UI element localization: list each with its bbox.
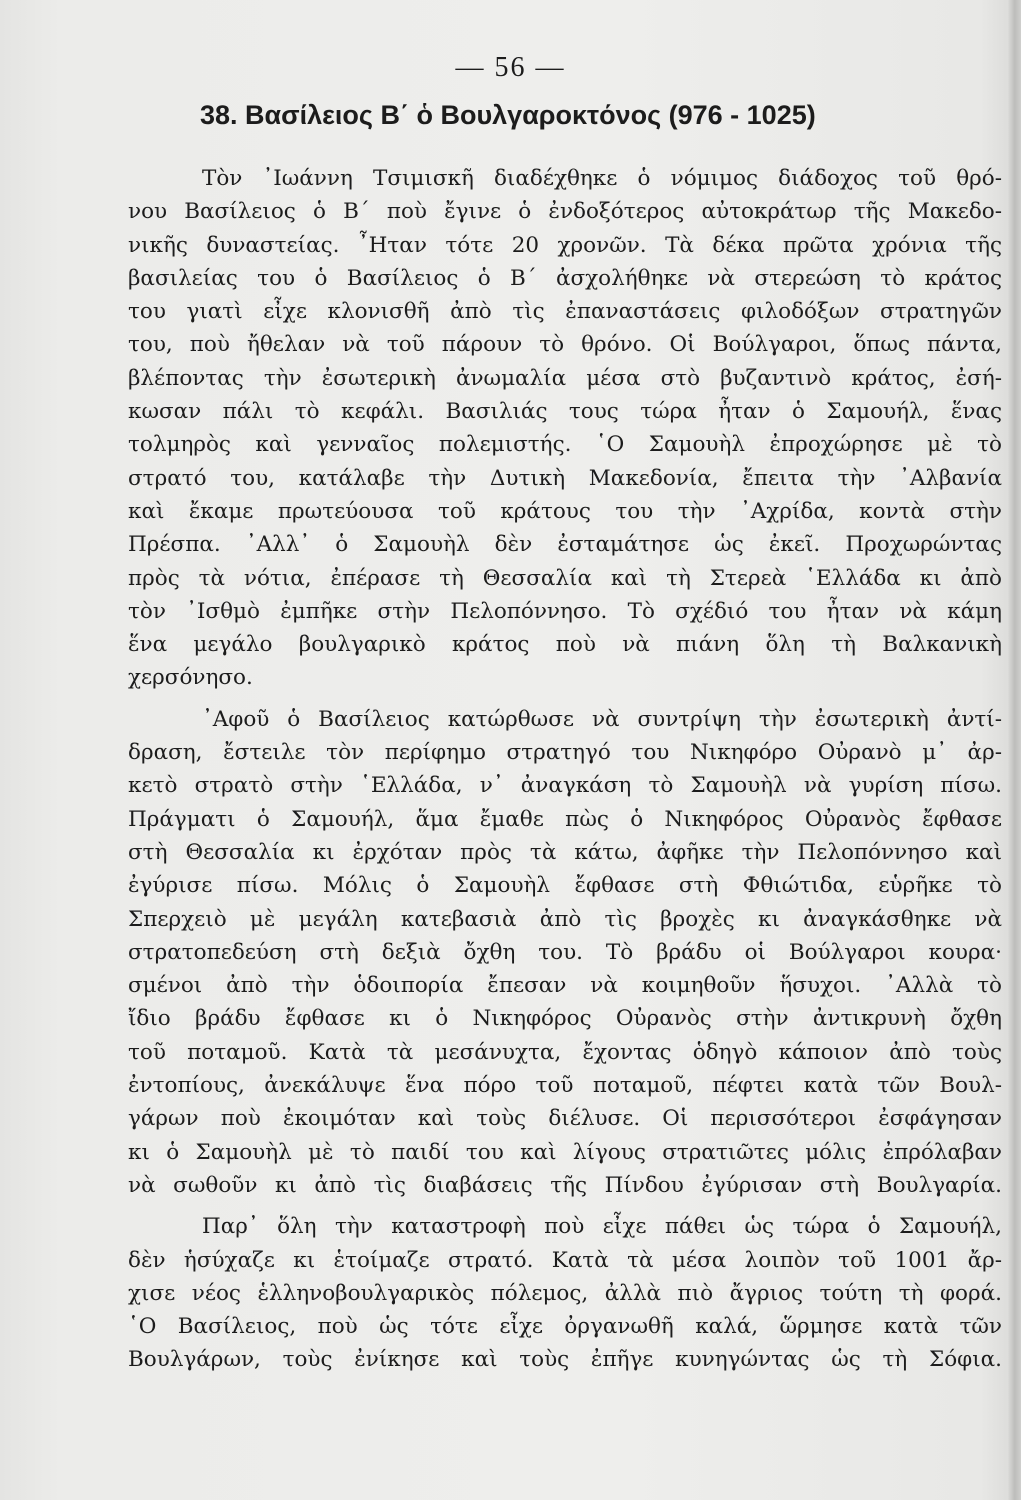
paragraph-gap bbox=[128, 1202, 1002, 1210]
text-line: καὶ ἔκαμε πρωτεύουσα τοῦ κράτους του τὴν ᾿Αχρίδα, κοντὰ στὴν bbox=[128, 498, 1002, 524]
text-line: Σπερχειὸ μὲ μεγάλη κατεβασιὰ ἀπὸ τὶς βροχὲς κι ἀναγκάσθηκε νὰ bbox=[128, 906, 1002, 932]
text-line: του γιατὶ εἶχε κλονισθῆ ἀπὸ τὶς ἐπαναστάσεις φιλοδόξων στρατηγῶν bbox=[128, 299, 1002, 325]
text-line: χερσόνησο. bbox=[128, 665, 253, 691]
text-line: κετὸ στρατὸ στὴν ῾Ελλάδα, ν᾿ ἀναγκάση τὸ Σαμουὴλ νὰ γυρίση πίσω. bbox=[128, 773, 1002, 799]
text-line: δὲν ἡσύχαζε κι ἑτοίμαζε στρατό. Κατὰ τὰ μέσα λοιπὸν τοῦ 1001 ἄρ- bbox=[128, 1247, 1002, 1273]
text-line: ἐντοπίους, ἀνεκάλυψε ἕνα πόρο τοῦ ποταμοῦ, πέφτει κατὰ τῶν Βουλ- bbox=[128, 1073, 1002, 1099]
text-line: Παρ᾿ ὅλη τὴν καταστροφὴ ποὺ εἶχε πάθει ὡς τώρα ὁ Σαμουήλ, bbox=[202, 1214, 1002, 1240]
text-line: ῾Ο Βασίλειος, ποὺ ὡς τότε εἶχε ὀργανωθῆ καλά, ὥρμησε κατὰ τῶν bbox=[128, 1314, 1002, 1340]
text-line: νικῆς δυναστείας. ῏Ηταν τότε 20 χρονῶν. Τὰ δέκα πρῶτα χρόνια τῆς bbox=[128, 232, 1002, 258]
text-line: ἐγύρισε πίσω. Μόλις ὁ Σαμουὴλ ἔφθασε στὴ Φθιώτιδα, εὑρῆκε τὸ bbox=[128, 873, 1002, 899]
text-line: τοῦ ποταμοῦ. Κατὰ τὰ μεσάνυχτα, ἔχοντας ὁδηγὸ κάποιον ἀπὸ τοὺς bbox=[128, 1039, 1002, 1065]
text-line: ἕνα μεγάλο βουλγαρικὸ κράτος ποὺ νὰ πιάνη ὅλη τὴ Βαλκανικὴ bbox=[128, 632, 1002, 658]
paragraph-gap bbox=[128, 695, 1002, 703]
page-number: — 56 — bbox=[455, 52, 566, 83]
text-line: Τὸν ᾿Ιωάννη Τσιμισκῆ διαδέχθηκε ὁ νόμιμος διάδοχος τοῦ θρό- bbox=[202, 166, 1002, 191]
text-line: κι ὁ Σαμουὴλ μὲ τὸ παιδί του καὶ λίγους στρατιῶτες μόλις ἐπρόλαβαν bbox=[128, 1139, 1002, 1165]
text-line: Πρέσπα. ᾿Αλλ᾿ ὁ Σαμουὴλ δὲν ἐσταμάτησε ὡς ἐκεῖ. Προχωρώντας bbox=[128, 532, 1002, 558]
text-line: τολμηρὸς καὶ γενναῖος πολεμιστής. ῾Ο Σαμουὴλ ἐπροχώρησε μὲ τὸ bbox=[128, 432, 1002, 458]
text-line: πρὸς τὰ νότια, ἐπέρασε τὴ Θεσσαλία καὶ τὴ Στερεὰ ῾Ελλάδα κι ἀπὸ bbox=[128, 565, 1002, 591]
text-line: νου Βασίλειος ὁ Β΄ ποὺ ἔγινε ὁ ἐνδοξότερος αὐτοκράτωρ τῆς Μακεδο- bbox=[128, 199, 1002, 225]
text-line: ᾿Αφοῦ ὁ Βασίλειος κατώρθωσε νὰ συντρίψη τὴν ἐσωτερικὴ ἀντί- bbox=[202, 706, 1002, 732]
text-line: Βουλγάρων, τοὺς ἐνίκησε καὶ τοὺς ἐπῆγε κυνηγώντας ὡς τὴ Σόφια. bbox=[128, 1347, 1002, 1373]
text-line: Πράγματι ὁ Σαμουήλ, ἅμα ἔμαθε πὼς ὁ Νικηφόρος Οὐρανὸς ἔφθασε bbox=[128, 806, 1002, 832]
text-line: στρατοπεδεύση στὴ δεξιὰ ὄχθη του. Τὸ βράδυ οἱ Βούλγαροι κουρα· bbox=[128, 939, 1002, 965]
text-line: του, ποὺ ἤθελαν νὰ τοῦ πάρουν τὸ θρόνο. Οἱ Βούλγαροι, ὅπως πάντα, bbox=[128, 332, 1002, 358]
chapter-heading: 38. Βασίλειος Β΄ ὁ Βουλγαροκτόνος (976 - 1025) bbox=[200, 100, 816, 130]
text-line: στὴ Θεσσαλία κι ἐρχόταν πρὸς τὰ κάτω, ἀφῆκε τὴν Πελοπόννησο καὶ bbox=[128, 839, 1002, 865]
paragraph-3 bbox=[128, 1210, 1002, 1376]
page-edge bbox=[1007, 0, 1021, 1500]
body-text bbox=[128, 162, 1002, 1377]
paragraph-1 bbox=[128, 162, 1002, 695]
text-line: κωσαν πάλι τὸ κεφάλι. Βασιλιάς τους τώρα ἦταν ὁ Σαμουήλ, ἕνας bbox=[128, 399, 1002, 425]
text-line: στρατό του, κατάλαβε τὴν Δυτικὴ Μακεδονία, ἔπειτα τὴν ᾿Αλβανία bbox=[128, 465, 1002, 491]
text-line: δραση, ἔστειλε τὸν περίφημο στρατηγό του Νικηφόρο Οὐρανὸ μ᾿ ἀρ- bbox=[128, 740, 1002, 766]
text-line: ἴδιο βράδυ ἔφθασε κι ὁ Νικηφόρος Οὐρανὸς στὴν ἀντικρυνὴ ὄχθη bbox=[128, 1006, 1002, 1032]
paragraph-2 bbox=[128, 703, 1002, 1202]
text-line: σμένοι ἀπὸ τὴν ὁδοιπορία ἔπεσαν νὰ κοιμηθοῦν ἥσυχοι. ᾿Αλλὰ τὸ bbox=[128, 973, 1002, 999]
text-line: βλέποντας τὴν ἐσωτερικὴ ἀνωμαλία μέσα στὸ βυζαντινὸ κράτος, ἐσή- bbox=[128, 365, 1002, 391]
text-line: τὸν ᾿Ισθμὸ ἐμπῆκε στὴν Πελοπόννησο. Τὸ σχέδιό του ἦταν νὰ κάμη bbox=[128, 598, 1002, 624]
text-line: χισε νέος ἑλληνοβουλγαρικὸς πόλεμος, ἀλλὰ πιὸ ἄγριος τούτη τὴ φορά. bbox=[128, 1280, 1002, 1306]
text-line: νὰ σωθοῦν κι ἀπὸ τὶς διαβάσεις τῆς Πίνδου ἐγύρισαν στὴ Βουλγαρία. bbox=[128, 1172, 1002, 1198]
text-line: βασιλείας του ὁ Βασίλειος ὁ Β΄ ἀσχολήθηκε νὰ στερεώση τὸ κράτος bbox=[128, 265, 1002, 291]
text-line: γάρων ποὺ ἐκοιμόταν καὶ τοὺς διέλυσε. Οἱ περισσότεροι ἐσφάγησαν bbox=[128, 1106, 1002, 1132]
